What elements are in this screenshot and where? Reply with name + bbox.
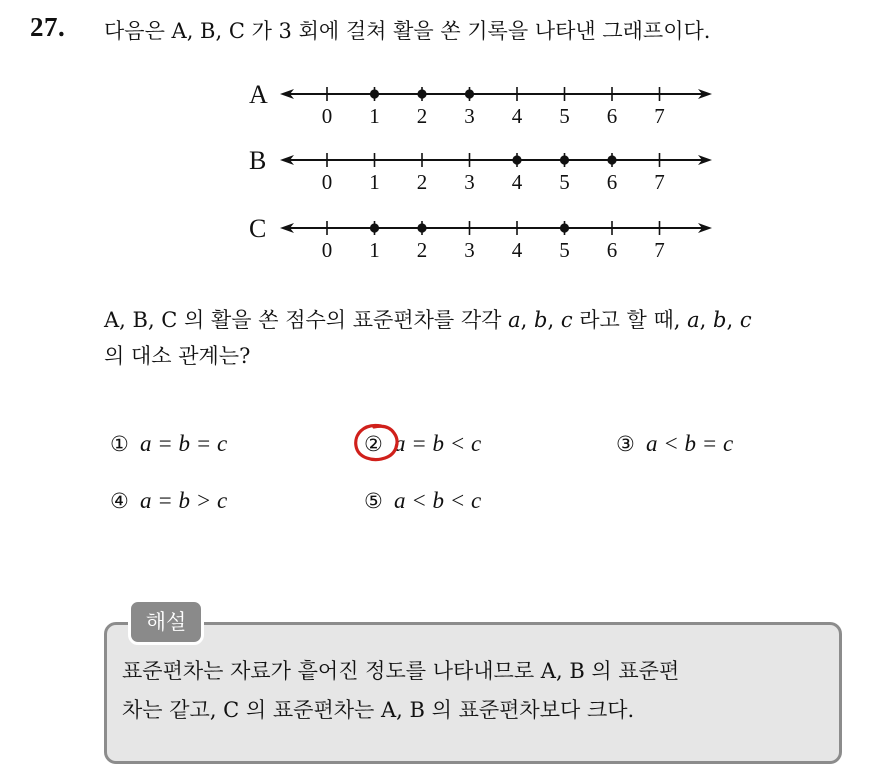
- data-point-A-1: [370, 89, 379, 98]
- var-b: b: [534, 308, 548, 332]
- choice-4-expression: a = b > c: [140, 488, 228, 513]
- tick-label-C-6: 6: [606, 238, 618, 262]
- tick-label-C-0: 0: [321, 238, 333, 262]
- question-body-line-2: 의 대소 관계는?: [104, 344, 251, 368]
- var-c: c: [560, 308, 573, 332]
- data-point-A-2: [417, 89, 426, 98]
- data-point-B-6: [607, 155, 616, 164]
- data-point-B-4: [512, 155, 521, 164]
- tick-label-A-2: 2: [416, 104, 428, 128]
- var-a: a: [508, 308, 521, 332]
- data-point-C-2: [417, 223, 426, 232]
- row-label-A: A: [249, 80, 268, 109]
- tick-label-C-7: 7: [654, 238, 665, 262]
- choice-4[interactable]: [110, 488, 227, 514]
- choice-3[interactable]: [616, 431, 733, 457]
- solution-text: [122, 652, 832, 730]
- tick-label-A-1: 1: [369, 104, 380, 128]
- number-line-graph: [0, 0, 884, 290]
- choice-1-expression: a = b = c: [140, 431, 228, 456]
- tick-label-B-3: 3: [464, 170, 475, 194]
- choice-3-expression: a < b = c: [646, 431, 734, 456]
- question-number: 27.: [30, 12, 66, 42]
- choice-1-number: ①: [110, 432, 129, 456]
- tick-label-A-5: 5: [559, 104, 570, 128]
- tick-label-B-0: 0: [321, 170, 333, 194]
- tick-label-A-7: 7: [654, 104, 665, 128]
- choice-2-expression: a = b < c: [394, 431, 482, 456]
- tick-label-A-0: 0: [321, 104, 333, 128]
- row-label-C: C: [249, 214, 267, 243]
- tick-label-B-4: 4: [511, 170, 523, 194]
- tick-label-C-1: 1: [369, 238, 380, 262]
- tick-label-C-5: 5: [559, 238, 570, 262]
- tick-label-A-6: 6: [606, 104, 618, 128]
- solution-line-2: 차는 같고, C 의 표준편차는 A, B 의 표준편차보다 크다.: [122, 698, 635, 722]
- answer-circle-mark: [351, 421, 403, 465]
- question-text: 다음은 A, B, C 가 3 회에 걸쳐 활을 쏜 기록을 나타낸 그래프이다.: [104, 19, 711, 43]
- tick-label-B-5: 5: [559, 170, 570, 194]
- choice-5-expression: a < b < c: [394, 488, 482, 513]
- solution-tab: 해설: [128, 599, 204, 645]
- choice-5-number: ⑤: [364, 489, 383, 513]
- choice-2-number: ②: [364, 432, 383, 456]
- tick-label-B-7: 7: [654, 170, 665, 194]
- solution-line-1: 표준편차는 자료가 흩어진 정도를 나타내므로 A, B 의 표준편: [122, 659, 680, 683]
- tick-label-C-2: 2: [416, 238, 428, 262]
- choice-3-number: ③: [616, 432, 635, 456]
- choice-4-number: ④: [110, 489, 129, 513]
- tick-label-C-4: 4: [511, 238, 523, 262]
- tick-label-B-6: 6: [606, 170, 618, 194]
- choice-5[interactable]: [364, 488, 481, 514]
- choice-1[interactable]: [110, 431, 227, 457]
- tick-label-B-2: 2: [416, 170, 428, 194]
- question-body-line-1: A, B, C 의 활을 쏜 점수의 표준편차를 각각 a, b, c 라고 할 때, a, b, c: [104, 308, 752, 332]
- question-body: [104, 302, 874, 374]
- data-point-C-1: [370, 223, 379, 232]
- tick-label-C-3: 3: [464, 238, 475, 262]
- tick-label-A-3: 3: [464, 104, 475, 128]
- tick-label-B-1: 1: [369, 170, 380, 194]
- tick-label-A-4: 4: [511, 104, 523, 128]
- row-label-B: B: [249, 146, 267, 175]
- data-point-C-5: [560, 223, 569, 232]
- data-point-B-5: [560, 155, 569, 164]
- data-point-A-3: [465, 89, 474, 98]
